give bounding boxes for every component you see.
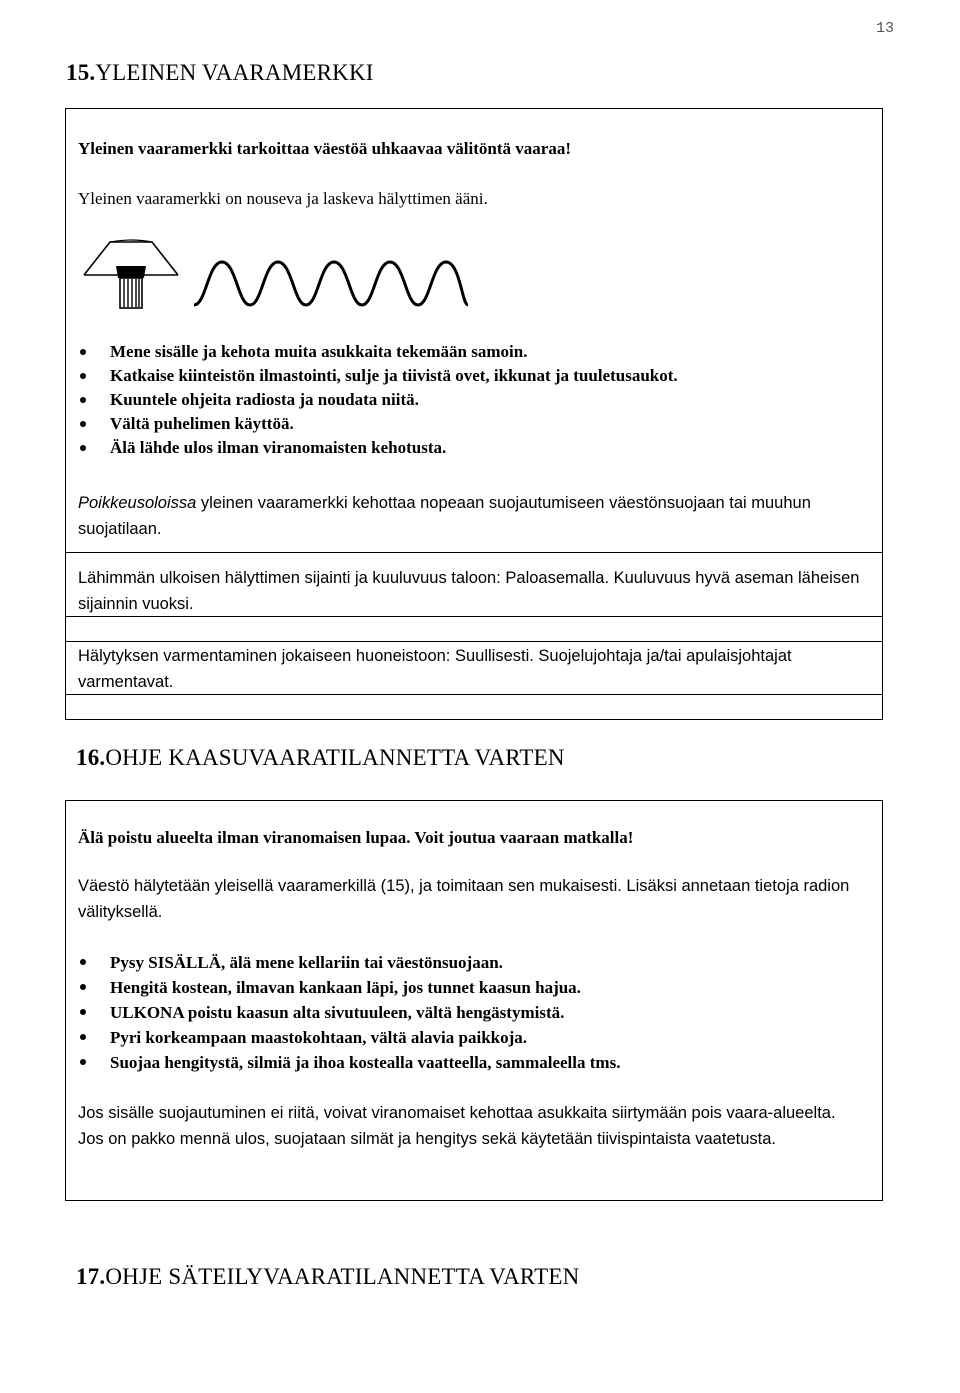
list-item: Hengitä kostean, ilmavan kankaan läpi, jos tunnet kaasun hajua. [78,975,620,1000]
divider [66,641,882,642]
exception-rest: yleinen vaaramerkki kehottaa nopeaan suojautumiseen väestönsuojaan tai muuhun suojatilaan. [78,494,811,538]
section-16-number: 16. [76,745,106,770]
section-15-intro: Yleinen vaaramerkki on nouseva ja laskeva hälyttimen ääni. [78,189,488,208]
section-15-bullet-list [78,340,678,460]
divider [66,552,882,553]
section-16-evacuation: Jos sisälle suojautuminen ei riitä, voivat viranomaiset kehottaa asukkaita siirtymään pois vaara-alueelta. Jos on pakko mennä ulos, suojataan silmät ja hengitys sekä käytetään tiivispintaista vaatetusta. [78,1104,836,1148]
section-15-nearest-siren: Lähimmän ulkoisen hälyttimen sijainti ja kuuluvuus taloon: Paloasemalla. Kuuluvuus hyvä aseman läheisen sijainnin vuoksi. [78,569,860,613]
section-17-number: 17. [76,1264,106,1289]
list-item: Pyri korkeampaan maastokohtaan, vältä alavia paikkoja. [78,1025,620,1050]
exception-italic: Poikkeusoloissa [78,494,197,512]
divider [66,694,882,695]
section-16-bullet-list [78,950,620,1075]
list-item: ULKONA poistu kaasun alta sivutuuleen, vältä hengästymistä. [78,1000,620,1025]
list-item: Katkaise kiinteistön ilmastointi, sulje ja tiivistä ovet, ikkunat ja tuuletusaukot. [78,364,678,388]
section-15-box [65,108,883,720]
section-16-box [65,800,883,1201]
section-15-exception [78,491,868,542]
section-15-title: YLEINEN VAARAMERKKI [95,60,374,85]
list-item: Kuuntele ohjeita radiosta ja noudata niitä. [78,388,678,412]
section-15-heading [66,60,374,86]
section-15-intro-bold: Yleinen vaaramerkki tarkoittaa väestöä uhkaavaa välitöntä vaaraa! [78,139,571,158]
list-item: Suojaa hengitystä, silmiä ja ihoa kostealla vaatteella, sammaleella tms. [78,1050,620,1075]
divider [66,616,882,617]
section-17-title: OHJE SÄTEILYVAARATILANNETTA VARTEN [105,1264,580,1289]
rising-falling-wave-icon [192,257,472,309]
section-16-warning: Älä poistu alueelta ilman viranomaisen lupaa. Voit joutua vaaraan matkalla! [78,828,634,847]
siren-icon [80,237,180,312]
list-item: Mene sisälle ja kehota muita asukkaita tekemään samoin. [78,340,678,364]
section-15-number: 15. [66,60,96,85]
section-16-heading [76,745,565,771]
list-item: Pysy SISÄLLÄ, älä mene kellariin tai väestönsuojaan. [78,950,620,975]
page-number: 13 [875,20,894,37]
list-item: Älä lähde ulos ilman viranomaisten kehotusta. [78,436,678,460]
list-item: Vältä puhelimen käyttöä. [78,412,678,436]
section-17-heading [76,1264,579,1290]
section-16-title: OHJE KAASUVAARATILANNETTA VARTEN [105,745,565,770]
section-16-alert-text: Väestö hälytetään yleisellä vaaramerkillä (15), ja toimitaan sen mukaisesti. Lisäksi annetaan tietoja radion välityksellä. [78,877,850,921]
section-15-verification: Hälytyksen varmentaminen jokaiseen huoneistoon: Suullisesti. Suojelujohtaja ja/tai apulaisjohtajat varmentavat. [78,647,792,691]
